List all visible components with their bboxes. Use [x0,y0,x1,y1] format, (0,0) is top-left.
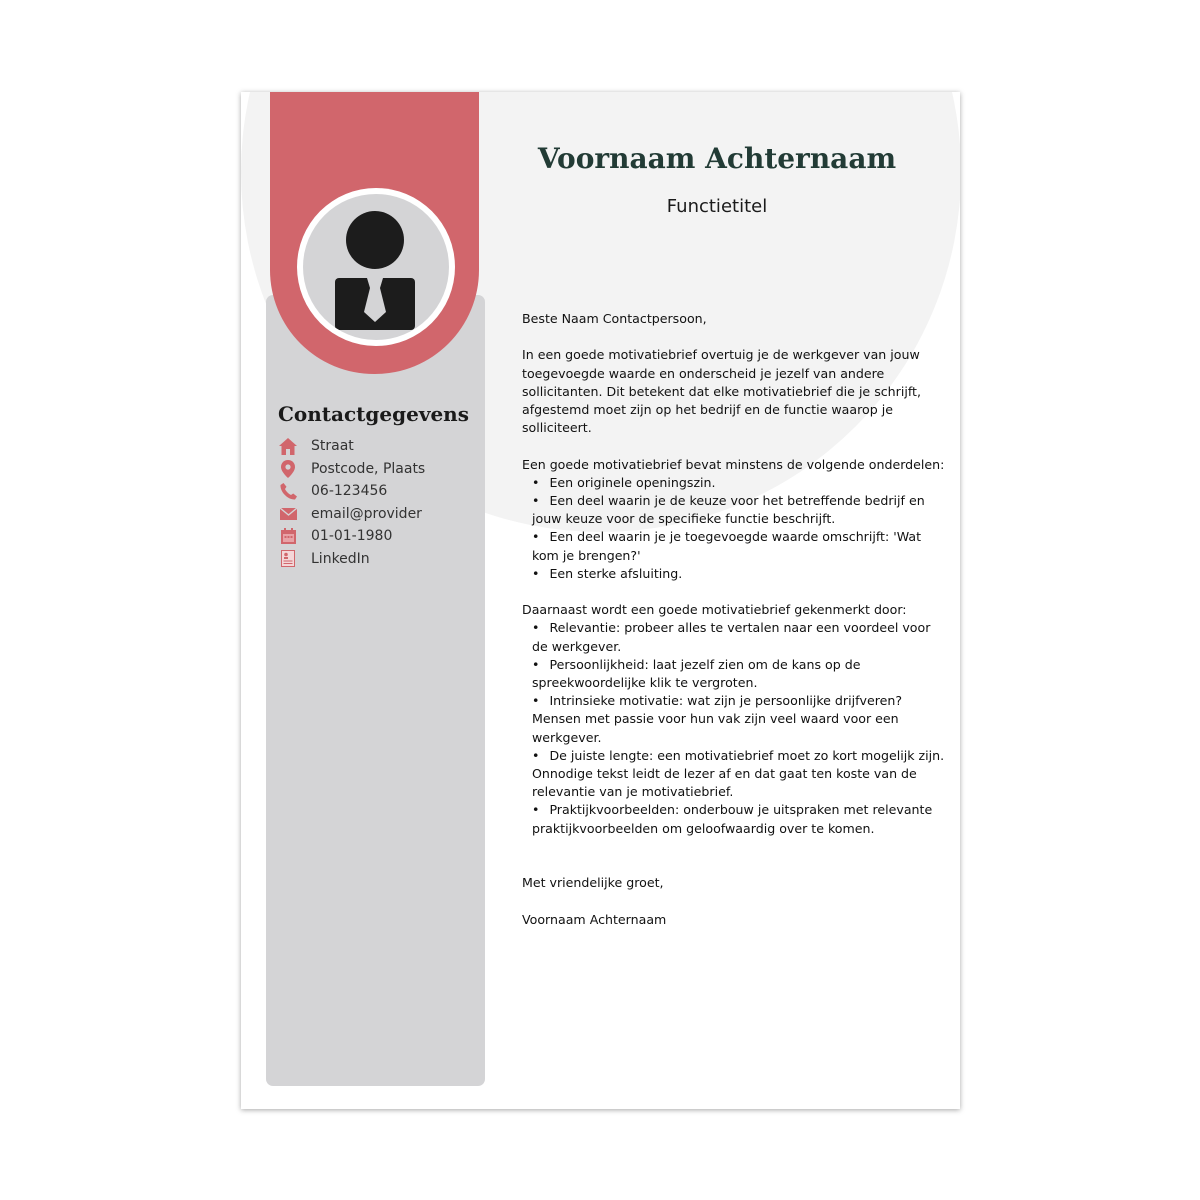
location-pin-icon [278,459,298,479]
list-item: • Een deel waarin je de keuze voor het betreffende bedrijf en jouw keuze voor de specifieke functie beschrijft. [532,492,947,528]
contact-street-label: Straat [311,438,354,455]
parts-intro: Een goede motivatiebrief bevat minstens de volgende onderdelen: [522,456,945,472]
avatar-placeholder [303,194,449,340]
job-title: Functietitel [666,196,768,217]
signature: Voornaam Achternaam [522,911,667,927]
contact-item-postcode [278,458,478,481]
person-icon [303,194,449,340]
traits-list [522,619,947,837]
contact-list [278,435,478,570]
letter-page [241,92,960,1109]
list-item: • Een originele openingszin. [532,474,947,492]
traits-intro: Daarnaast wordt een goede motivatiebrief gekenmerkt door: [522,602,907,618]
salutation: Beste Naam Contactpersoon, [522,311,707,326]
name-heading: Voornaam Achternaam [537,142,897,175]
contact-item-birthdate [278,525,478,548]
contact-email-label: email@provider [311,505,422,522]
parts-list [522,474,947,583]
list-item: • Persoonlijkheid: laat jezelf zien om de kans op de spreekwoordelijke klik te vergroten. [532,656,947,692]
phone-icon [278,481,298,501]
contact-heading: Contactgegevens [278,402,469,426]
contact-item-street [278,435,478,458]
list-item: • Een sterke afsluiting. [532,565,947,583]
letter-body [522,310,947,947]
calendar-icon [278,526,298,546]
contact-item-linkedin [278,548,478,571]
list-item: • Praktijkvoorbeelden: onderbouw je uitspraken met relevante praktijkvoorbeelden om geloofwaardig over te komen. [532,801,947,837]
contact-postcode-label: Postcode, Plaats [311,460,426,477]
closing: Met vriendelijke groet, [522,875,664,891]
list-item: • Intrinsieke motivatie: wat zijn je persoonlijke drijfveren? Mensen met passie voor hun vak zijn veel waard voor een werkgever. [532,692,947,747]
home-icon [278,436,298,456]
profile-card-icon [278,549,298,569]
avatar [297,188,455,346]
contact-item-phone [278,480,478,503]
intro-paragraph: In een goede motivatiebrief overtuig je de werkgever van jouw toegevoegde waarde en onderscheid je jezelf van andere sollicitanten. Dit betekent dat elke motivatiebrief die je schrijft, afgestemd moet zijn op het bedrijf en de functie waarop je solliciteert. [522,347,921,436]
contact-birthdate-label: 01-01-1980 [311,528,393,545]
contact-item-email [278,503,478,526]
list-item: • Relevantie: probeer alles te vertalen naar een voordeel voor de werkgever. [532,619,947,655]
envelope-icon [278,504,298,524]
list-item: • Een deel waarin je je toegevoegde waarde omschrijft: 'Wat kom je brengen?' [532,528,947,564]
contact-phone-label: 06-123456 [311,483,388,500]
contact-linkedin-label: LinkedIn [311,550,370,567]
list-item: • De juiste lengte: een motivatiebrief moet zo kort mogelijk zijn. Onnodige tekst leidt de lezer af en dat gaat ten koste van de relevantie van je motivatiebrief. [532,747,947,802]
